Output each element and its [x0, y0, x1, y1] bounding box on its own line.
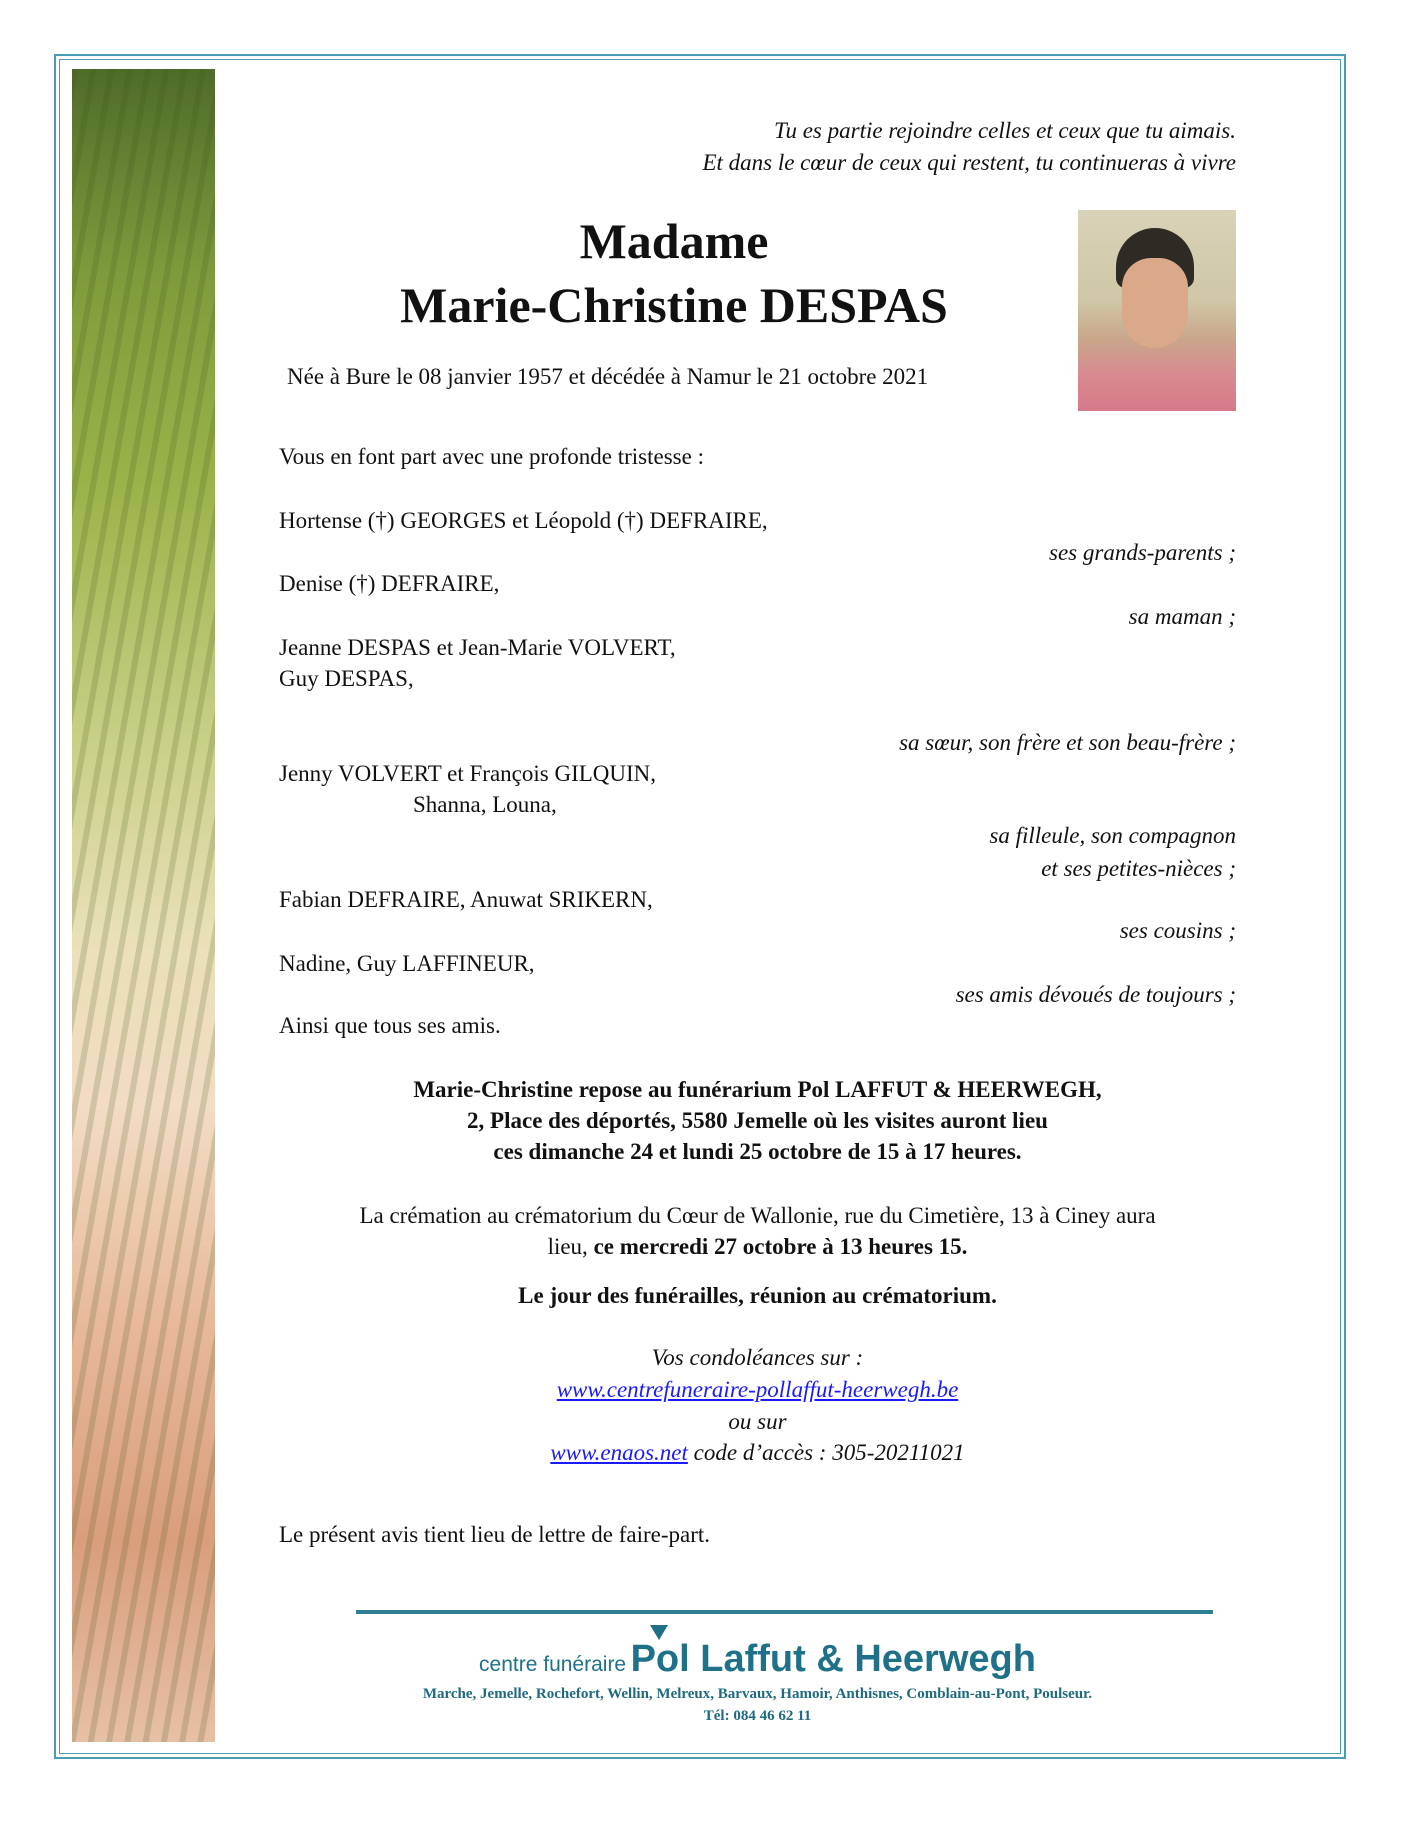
logo-prefix: centre funéraire [479, 1653, 627, 1676]
footer-phone: Tél: 084 46 62 11 [703, 1708, 812, 1724]
birth-death: Née à Bure le 08 janvier 1957 et décédée à Namur le 21 octobre 2021 [287, 364, 929, 389]
family-role: et ses petites-nièces ; [1041, 856, 1236, 881]
cremation-line: La crémation au crématorium du Cœur de Wallonie, rue du Cimetière, 13 à Ciney aura [359, 1203, 1156, 1228]
family-line: Ainsi que tous ses amis. [279, 1013, 501, 1038]
condolences-link-row [279, 1375, 1236, 1405]
family-line: Jenny VOLVERT et François GILQUIN, [279, 761, 657, 786]
cremation-line [279, 1232, 1236, 1262]
family-line: Shanna, Louna, [413, 792, 557, 817]
family-role: ses cousins ; [1119, 918, 1236, 943]
condolences-link-2[interactable]: www.enaos.net [550, 1440, 688, 1465]
forest-image-strip [72, 69, 215, 1742]
portrait-photo [1078, 210, 1236, 411]
meeting-info: Le jour des funérailles, réunion au crématorium. [518, 1283, 997, 1308]
footer-towns: Marche, Jemelle, Rochefort, Wellin, Melreux, Barvaux, Hamoir, Anthisnes, Comblain-au-Pont, Poulseur. [422, 1686, 1093, 1702]
quote-line: Et dans le cœur de ceux qui restent, tu continueras à vivre [702, 150, 1236, 175]
family-line: Fabian DEFRAIRE, Anuwat SRIKERN, [279, 887, 653, 912]
family-role: sa sœur, son frère et son beau-frère ; [899, 730, 1236, 755]
condolences-label: Vos condoléances sur : [651, 1345, 864, 1370]
family-role: ses grands-parents ; [1049, 540, 1236, 565]
funeral-home-logo [279, 1638, 1236, 1681]
footer-divider [356, 1610, 1213, 1614]
condolences-link-1[interactable]: www.centrefuneraire-pollaffut-heerwegh.be [556, 1377, 959, 1402]
family-line: Guy DESPAS, [279, 666, 414, 691]
cremation-text: lieu, [547, 1234, 594, 1259]
visitation-line: ces dimanche 24 et lundi 25 octobre de 15 à 17 heures. [493, 1139, 1022, 1164]
quote-line: Tu es partie rejoindre celles et ceux que tu aimais. [773, 118, 1236, 143]
family-line: Jeanne DESPAS et Jean-Marie VOLVERT, [279, 635, 676, 660]
family-role: sa filleule, son compagnon [989, 823, 1236, 848]
deceased-name: Marie-Christine DESPAS [400, 277, 948, 333]
visitation-line: 2, Place des déportés, 5580 Jemelle où les visites auront lieu [467, 1108, 1048, 1133]
family-role: sa maman ; [1128, 604, 1236, 629]
notice: Le présent avis tient lieu de lettre de faire-part. [279, 1522, 711, 1547]
family-line: Nadine, Guy LAFFINEUR, [279, 951, 535, 976]
or-text: ou sur [728, 1409, 787, 1434]
intro: Vous en font part avec une profonde tristesse : [279, 444, 704, 469]
access-code: code d’accès : 305-20211021 [687, 1440, 965, 1465]
logo-brand: Pol Laffut & Heerwegh [630, 1638, 1036, 1680]
family-line: Hortense (†) GEORGES et Léopold (†) DEFRAIRE, [279, 508, 768, 533]
title: Madame [579, 213, 769, 269]
condolences-link-row [279, 1438, 1236, 1468]
family-role: ses amis dévoués de toujours ; [955, 982, 1236, 1007]
family-line: Denise (†) DEFRAIRE, [279, 571, 500, 596]
cremation-date: ce mercredi 27 octobre à 13 heures 15. [593, 1234, 968, 1259]
visitation-line: Marie-Christine repose au funérarium Pol LAFFUT & HEERWEGH, [413, 1077, 1102, 1102]
